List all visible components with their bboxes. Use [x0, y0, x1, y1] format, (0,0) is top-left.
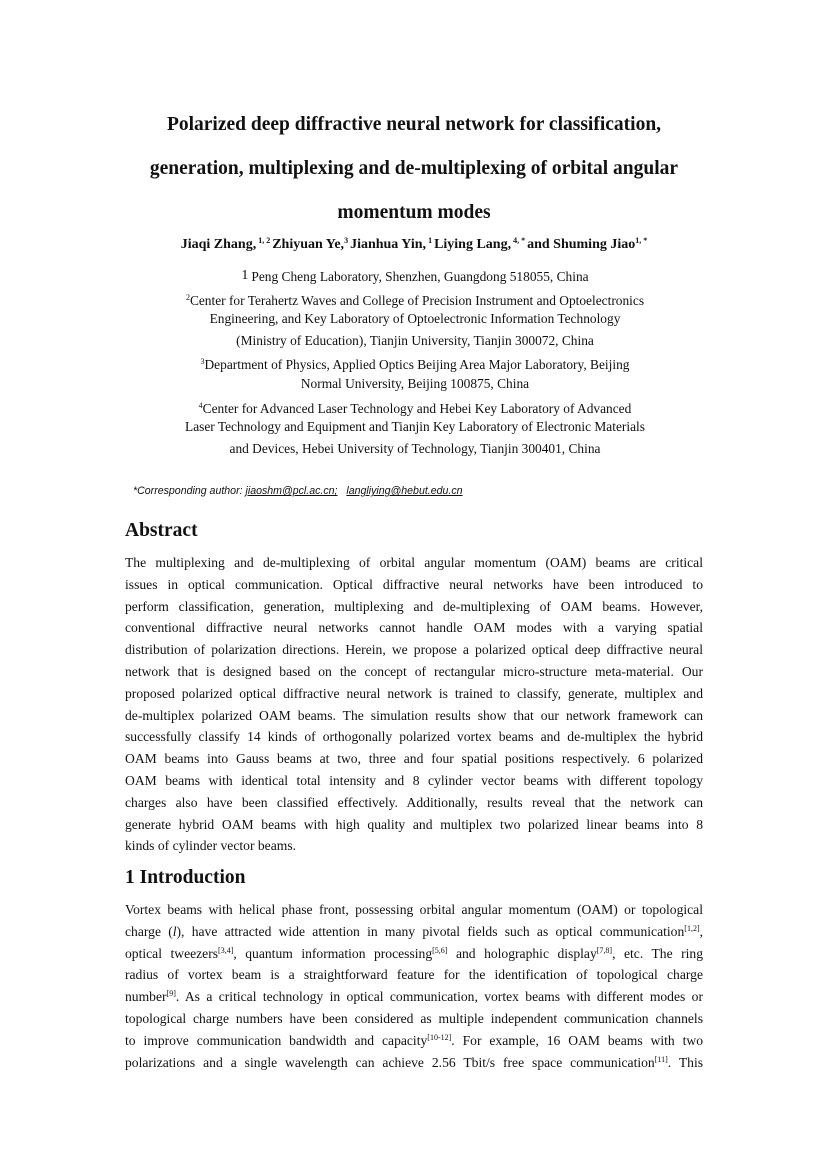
abstract-line: conventional diffractive neural networks cannot handle OAM modes with a varying spatial: [125, 620, 703, 636]
abstract-heading: Abstract: [125, 520, 198, 541]
abstract-line: proposed polarized optical diffractive neural network is trained to classify, generate, multiplex and: [125, 685, 703, 701]
corresponding-author-label: *Corresponding author:: [133, 485, 246, 497]
paper-title-line-2: generation, multiplexing and de-multiplexing of orbital angular: [149, 158, 679, 179]
affiliation-mark: 3: [200, 357, 205, 366]
affiliation-1: [100, 268, 730, 285]
corresponding-author: [133, 484, 463, 498]
abstract-line: generate hybrid OAM beams with high quality and multiplex two polarized linear beams into 8: [125, 816, 703, 832]
paper-title-line-1: Polarized deep diffractive neural network for classification,: [166, 114, 662, 135]
intro-line: number[9]. As a critical technology in optical communication, vortex beams with different modes or: [125, 989, 703, 1005]
introduction-heading: 1 Introduction: [125, 867, 246, 888]
author-affiliation-mark: 4, *: [511, 236, 528, 245]
affiliation-4-line-1: [100, 398, 730, 417]
author-name: Jiaqi Zhang,: [180, 237, 257, 252]
abstract-line: The multiplexing and de-multiplexing of orbital angular momentum (OAM) beams are critical: [125, 555, 703, 570]
abstract-body: [125, 552, 703, 857]
citation-mark: [3,4]: [218, 945, 234, 955]
affiliation-text: Department of Physics, Applied Optics Beijing Area Major Laboratory, Beijing: [204, 357, 630, 372]
intro-line: topological charge numbers have been considered as multiple independent communication channels: [125, 1010, 703, 1026]
citation-mark: [7,8]: [596, 945, 613, 955]
author-affiliation-mark: 3: [344, 236, 351, 245]
affiliation-2-line-1: [100, 290, 730, 309]
author-affiliation-mark: 1: [426, 236, 435, 245]
affiliation-mark: 1: [241, 268, 249, 283]
paper-title-line-3: momentum modes: [337, 202, 491, 223]
affiliation-text: Peng Cheng Laboratory, Shenzhen, Guangdong 518055, China: [251, 269, 589, 284]
abstract-line: successfully classify 14 kinds of orthogonally polarized vortex beams and de-multiplex the hybrid: [125, 729, 703, 745]
intro-line: polarizations and a single wavelength can achieve 2.56 Tbit/s free space communication[11]. This: [125, 1054, 704, 1070]
email-link-jiao[interactable]: jiaoshm@pcl.ac.cn;: [245, 485, 338, 497]
abstract-line: distribution of polarization directions. Herein, we propose a polarized optical deep diffractive neural: [125, 642, 703, 658]
intro-line: charge (l), have attracted wide attention in many pivotal fields such as optical communication[1,2],: [125, 923, 704, 939]
abstract-line: OAM beams into Gauss beams at two, three and four spatial positions respectively. 6 polarized: [125, 751, 703, 767]
citation-mark: [1,2]: [684, 923, 700, 933]
author-affiliation-mark: 1, 2: [256, 236, 273, 245]
abstract-line: OAM beams with identical total intensity and 8 cylinder vector beams with different topology: [125, 772, 703, 788]
affiliation-3-line-2: Normal University, Beijing 100875, China: [300, 376, 530, 391]
affiliation-text: Center for Terahertz Waves and College of Precision Instrument and Optoelectronics: [189, 293, 645, 308]
affiliation-mark: 2: [185, 293, 190, 302]
abstract-line: perform classification, generation, multiplexing and de-multiplexing of OAM beams. However,: [125, 598, 703, 614]
intro-line: to improve communication bandwidth and capacity[10-12]. For example, 16 OAM beams with two: [125, 1032, 703, 1048]
citation-mark: [10-12]: [427, 1032, 452, 1042]
abstract-line: network that is designed based on the concept of rectangular micro-structure meta-material. Our: [125, 663, 703, 679]
citation-mark: [9]: [166, 989, 176, 999]
abstract-line: kinds of cylinder vector beams.: [125, 838, 297, 854]
affiliation-4-line-3: and Devices, Hebei University of Technology, Tianjin 300401, China: [229, 441, 601, 456]
author-name: and Shuming Jiao: [527, 237, 636, 252]
intro-line: Vortex beams with helical phase front, possessing orbital angular momentum (OAM) or topological: [125, 902, 703, 917]
affiliation-4-line-2: Laser Technology and Equipment and Tianjin Key Laboratory of Electronic Materials: [185, 419, 645, 434]
abstract-line: issues in optical communication. Optical diffractive neural networks have been introduced to: [125, 576, 703, 592]
author-name: Liying Lang,: [434, 237, 512, 252]
affiliation-3-line-1: [100, 354, 730, 373]
affiliation-text: Center for Advanced Laser Technology and Hebei Key Laboratory of Advanced: [202, 401, 632, 416]
affiliation-2-line-2: Engineering, and Key Laboratory of Optoelectronic Information Technology: [209, 311, 621, 326]
author-list: [90, 232, 738, 254]
author-affiliation-mark: 1, *: [635, 236, 648, 245]
abstract-line: de-multiplex polarized OAM beams. The simulation results show that our network framework can: [125, 707, 703, 723]
author-name: Jianhua Yin,: [350, 237, 427, 252]
abstract-line: charges also have been classified effectively. Additionally, results reveal that the network can: [125, 794, 703, 810]
email-link-lang[interactable]: langliying@hebut.edu.cn: [346, 485, 463, 497]
affiliation-2-line-3: (Ministry of Education), Tianjin University, Tianjin 300072, China: [236, 333, 594, 348]
introduction-body: [125, 899, 703, 1073]
author-name: Zhiyuan Ye,: [272, 237, 345, 252]
intro-line: radius of vortex beam is a straightforward feature for the identification of topological charge: [125, 967, 703, 983]
affiliation-mark: 4: [198, 401, 203, 410]
citation-mark: [11]: [654, 1054, 668, 1064]
intro-line: optical tweezers[3,4], quantum information processing[5,6] and holographic display[7,8], etc. The ring: [125, 945, 703, 961]
citation-mark: [5,6]: [432, 945, 448, 955]
